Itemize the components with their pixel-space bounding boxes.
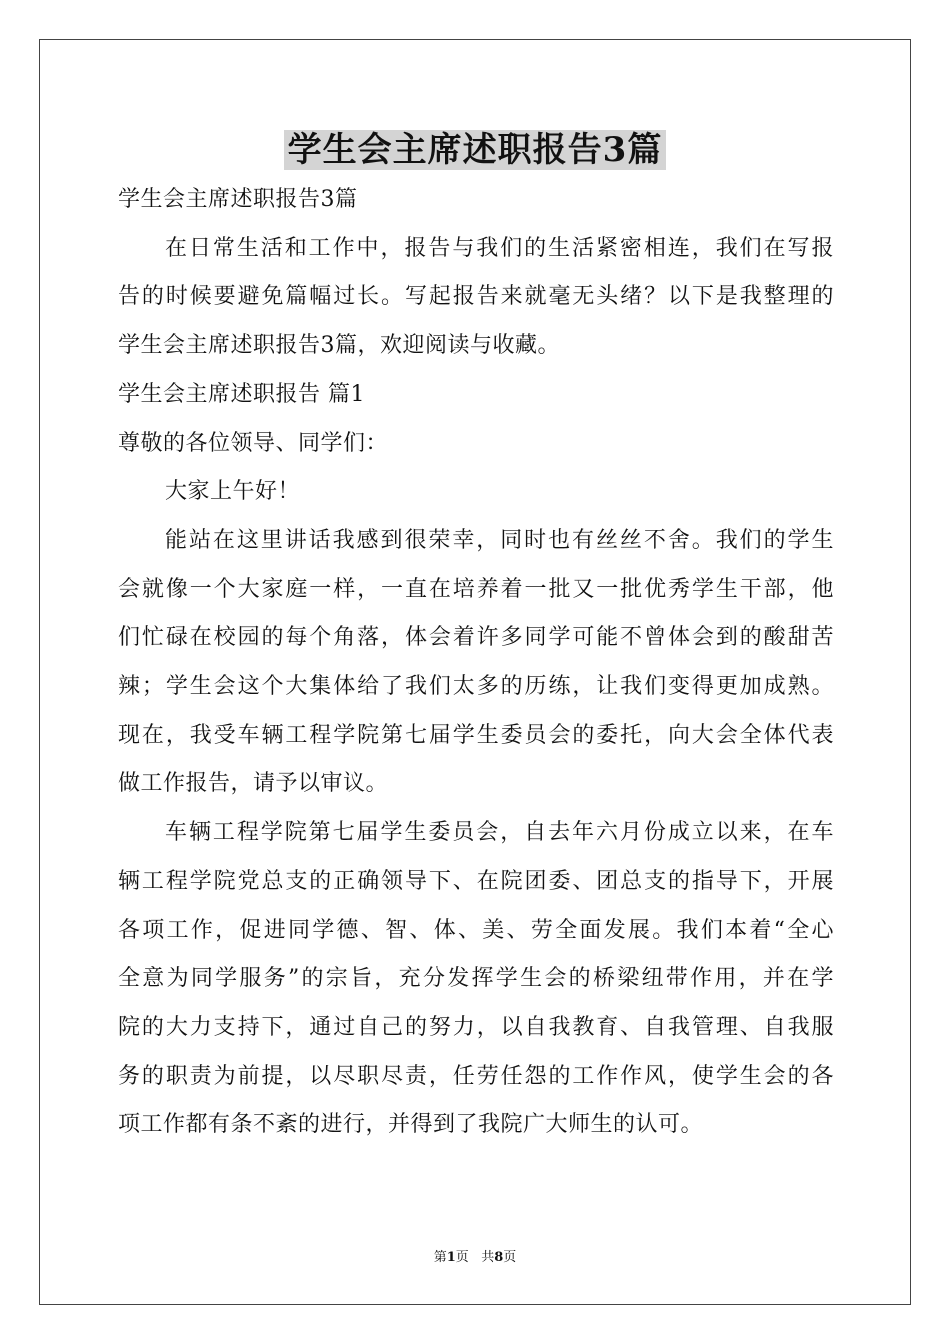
text-line: 学生会主席述职报告3篇 (118, 187, 358, 212)
text-line: 车辆工程学院第七届学生委员会，自去年六月份成立以来，在车 (165, 820, 834, 846)
text-line: 学生会主席述职报告3篇，欢迎阅读与收藏。 (118, 333, 560, 359)
text-line: 做工作报告，请予以审议。 (118, 771, 389, 797)
text-line: 能站在这里讲话我感到很荣幸，同时也有丝丝不舍。我们的学生 (165, 527, 834, 553)
text-line: 辆工程学院党总支的正确领导下、在院团委、团总支的指导下，开展 (118, 868, 834, 894)
page-number-prefix: 第 (433, 1250, 447, 1265)
text-line: 在日常生活和工作中，报告与我们的生活紧密相连，我们在写报 (165, 235, 834, 261)
document-title-text: 学生会主席述职报告3篇 (284, 130, 667, 170)
text-line: 现在，我受车辆工程学院第七届学生委员会的委托，向大会全体代表 (118, 722, 834, 748)
text-line: 全意为同学服务”的宗旨，充分发挥学生会的桥梁纽带作用，并在学 (118, 966, 834, 992)
document-body (118, 176, 834, 1150)
page-total-count: 8 (494, 1250, 504, 1265)
text-line: 项工作都有条不紊的进行，并得到了我院广大师生的认可。 (118, 1112, 704, 1138)
text-line: 告的时候要避免篇幅过长。写起报告来就毫无头绪？以下是我整理的 (118, 284, 834, 310)
text-line: 会就像一个大家庭一样，一直在培养着一批又一批优秀学生干部，他 (118, 576, 834, 602)
text-line: 各项工作，促进同学德、智、体、美、劳全面发展。我们本着“全心 (118, 917, 834, 943)
page-total-prefix: 共 (481, 1250, 495, 1265)
page-number-suffix: 页 (455, 1250, 469, 1265)
text-line: 务的职责为前提，以尽职尽责，任劳任怨的工作作风，使学生会的各 (118, 1063, 834, 1089)
text-line: 辣；学生会这个大集体给了我们太多的历练，让我们变得更加成熟。 (118, 674, 834, 700)
text-line: 们忙碌在校园的每个角落，体会着许多同学可能不曾体会到的酸甜苦 (118, 625, 834, 651)
page-number-current: 1 (446, 1250, 456, 1265)
page-footer (0, 1249, 950, 1267)
text-line: 院的大力支持下，通过自己的努力，以自我教育、自我管理、自我服 (118, 1014, 834, 1040)
text-line: 学生会主席述职报告 篇1 (118, 381, 365, 407)
page-total-suffix: 页 (503, 1250, 517, 1265)
text-line: 尊敬的各位领导、同学们： (118, 430, 389, 456)
document-title (0, 124, 950, 176)
text-line: 大家上午好！ (165, 479, 301, 505)
